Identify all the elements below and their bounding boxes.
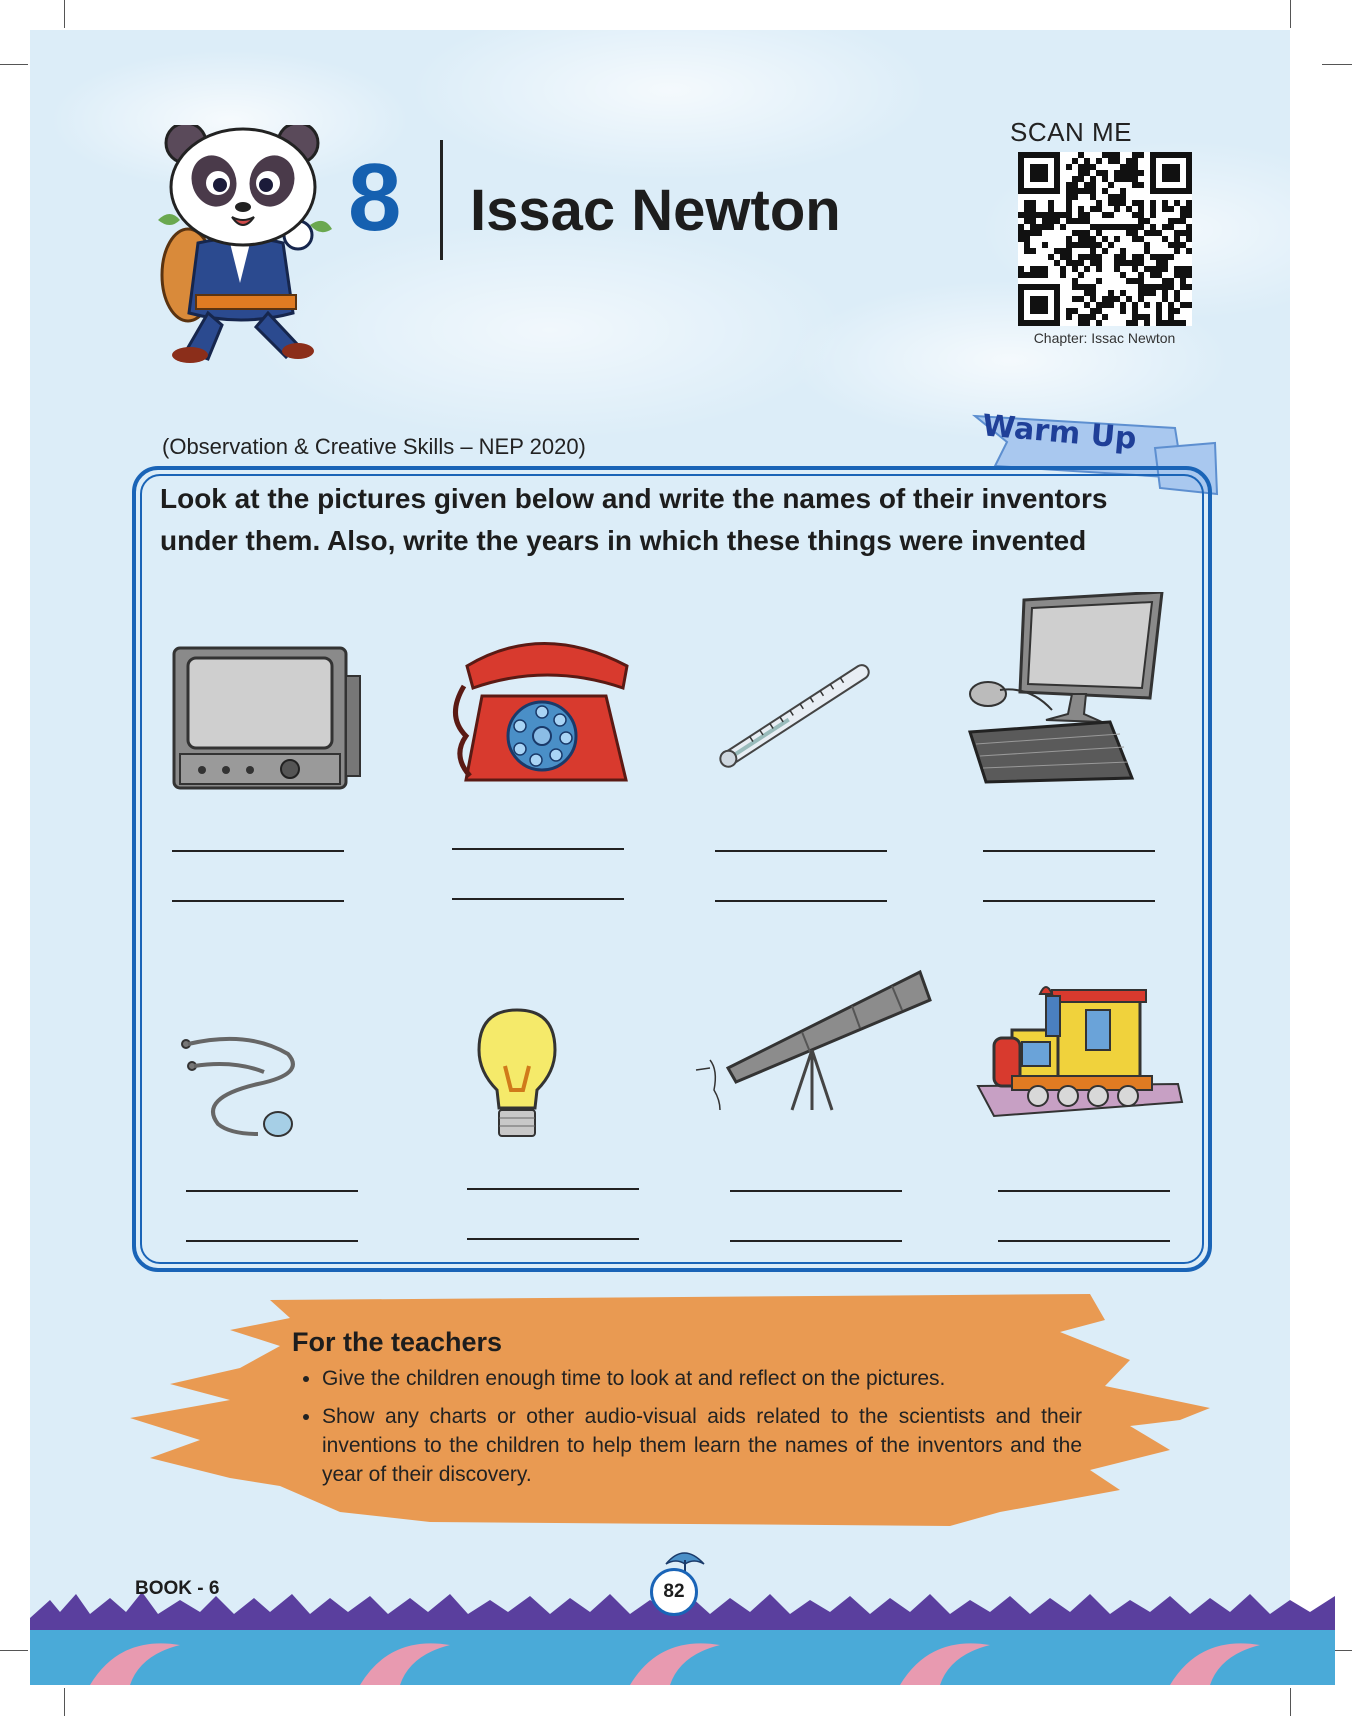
scan-me-label: SCAN ME: [1010, 117, 1132, 147]
answer-line-year[interactable]: [467, 1238, 639, 1240]
answer-line-inventor[interactable]: [452, 848, 624, 850]
qr-caption: Chapter: Issac Newton: [1033, 330, 1176, 346]
crop-mark: [64, 0, 65, 28]
thermometer-icon: [706, 656, 886, 776]
answer-line-inventor[interactable]: [998, 1190, 1170, 1192]
answer-line-inventor[interactable]: [467, 1188, 639, 1190]
chapter-title: Issac Newton: [470, 178, 841, 243]
teachers-note-point: • Show any charts or other audio-visual aids related to the scientists and their inventions to the children to help them learn the names of the inventors and the year of their discovery.: [322, 1402, 1082, 1489]
answer-line-year[interactable]: [715, 900, 887, 902]
answer-line-year[interactable]: [998, 1240, 1170, 1242]
panda-mascot-icon: [148, 125, 338, 365]
answer-line-year[interactable]: [172, 900, 344, 902]
activity-instructions: Look at the pictures given below and write the names of their inventors under them. Also, write the years in which these things were invented: [160, 483, 1108, 556]
crop-mark: [0, 64, 28, 65]
qr-code[interactable]: [1018, 152, 1192, 326]
skills-label: (Observation & Creative Skills – NEP 2020): [162, 434, 586, 459]
chapter-number: 8: [348, 144, 402, 251]
stethoscope-icon: [178, 1030, 303, 1140]
computer-icon: [960, 592, 1170, 787]
crop-mark: [1290, 0, 1291, 28]
steam-engine-icon: [972, 976, 1184, 1136]
answer-line-year[interactable]: [730, 1240, 902, 1242]
crop-mark: [64, 1688, 65, 1716]
answer-line-inventor[interactable]: [730, 1190, 902, 1192]
title-divider: [440, 140, 443, 260]
teachers-note-list: [292, 1364, 1082, 1498]
book-label: BOOK - 6: [135, 1578, 220, 1599]
answer-line-inventor[interactable]: [172, 850, 344, 852]
answer-line-year[interactable]: [452, 898, 624, 900]
light-bulb-icon: [475, 1006, 560, 1146]
crop-mark: [1322, 64, 1352, 65]
television-icon: [170, 640, 365, 790]
telephone-icon: [442, 636, 642, 786]
qr-code-icon: [1018, 152, 1192, 326]
teachers-note-point: • Give the children enough time to look at and reflect on the pictures.: [322, 1364, 1082, 1393]
crop-mark: [0, 1650, 28, 1651]
page-number: 82: [650, 1568, 698, 1616]
answer-line-inventor[interactable]: [983, 850, 1155, 852]
answer-line-inventor[interactable]: [186, 1190, 358, 1192]
telescope-icon: [692, 966, 938, 1114]
answer-line-inventor[interactable]: [715, 850, 887, 852]
answer-line-year[interactable]: [186, 1240, 358, 1242]
warm-up-badge: Warm Up: [980, 408, 1138, 457]
teachers-note-title: For the teachers: [292, 1327, 503, 1357]
crop-mark: [1290, 1688, 1291, 1716]
answer-line-year[interactable]: [983, 900, 1155, 902]
